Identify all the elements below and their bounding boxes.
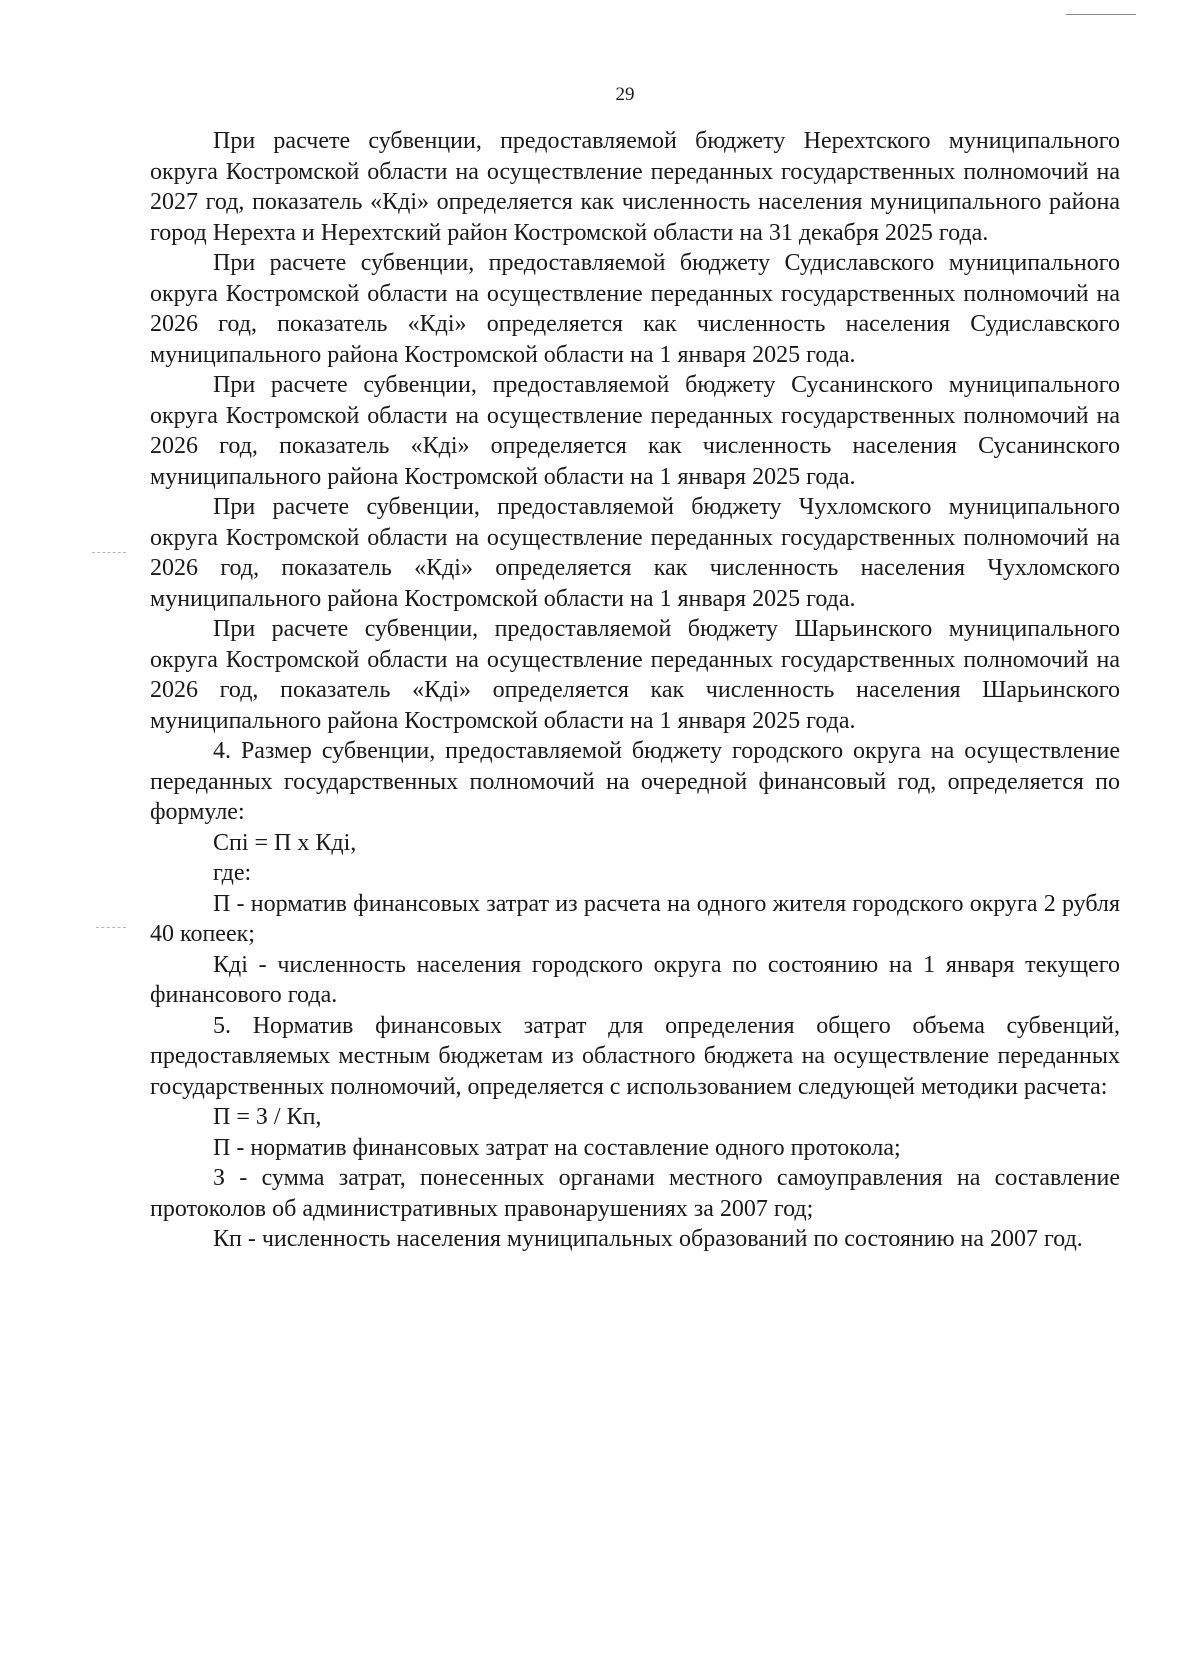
paragraph-sharya: При расчете субвенции, предоставляемой бюджету Шарьинского муниципального округа Костромской области на осуществление переданных государственных полномочий на 2026 год, показатель «Кдi» определяется как численность населения Шарьинского муниципального района Костромской области на 1 января 2025 года. (150, 616, 1120, 734)
paragraph-nerekhta: При расчете субвенции, предоставляемой бюджету Нерехтского муниципального округа Костромской области на осуществление переданных государственных полномочий на 2027 год, показатель «Кдi» определяется как численность населения муниципального района город Нерехта и Нерехтский район Костромской области на 31 декабря 2025 года. (150, 128, 1120, 246)
paragraph-chukhloma: При расчете субвенции, предоставляемой бюджету Чухломского муниципального округа Костромской области на осуществление переданных государственных полномочий на 2026 год, показатель «Кдi» определяется как численность населения Чухломского муниципального района Костромской области на 1 января 2025 года. (150, 494, 1120, 612)
formula-where: где: (213, 860, 252, 886)
document-body (150, 126, 1120, 1255)
page-number: 29 (615, 84, 635, 105)
formula-norm: П = З / Кп, (213, 1104, 322, 1130)
definition-z: З - сумма затрат, понесенных органами местного самоуправления на составление протоколов об административных правонарушениях за 2007 год; (150, 1165, 1120, 1222)
formula-subvention: Спi = П х Кдi, (213, 829, 357, 856)
scan-top-rule (1066, 14, 1136, 15)
paragraph-item-5: 5. Норматив финансовых затрат для определения общего объема субвенций, предоставляемых местным бюджетам из областного бюджета на осуществление переданных государственных полномочий, определяется с использованием следующей методики расчета: (150, 1012, 1120, 1100)
paragraph-item-4: 4. Размер субвенции, предоставляемой бюджету городского округа на осуществление переданных государственных полномочий на очередной финансовый год, определяется по формуле: (150, 738, 1120, 825)
paragraph-sudislavl: При расчете субвенции, предоставляемой бюджету Судиславского муниципального округа Костромской области на осуществление переданных государственных полномочий на 2026 год, показатель «Кдi» определяется как численность населения Судиславского муниципального района Костромской области на 1 января 2025 года. (150, 250, 1120, 368)
paragraph-susanino: При расчете субвенции, предоставляемой бюджету Сусанинского муниципального округа Костромской области на осуществление переданных государственных полномочий на 2026 год, показатель «Кдi» определяется как численность населения Сусанинского муниципального района Костромской области на 1 января 2025 года. (150, 372, 1120, 490)
definition-kp: Кп - численность населения муниципальных образований по состоянию на 2007 год. (213, 1226, 1083, 1252)
scan-artifact-mark (92, 552, 126, 553)
scan-artifact-mark (96, 927, 126, 928)
definition-p-per-protocol: П - норматив финансовых затрат на составление одного протокола; (213, 1134, 901, 1161)
definition-p-per-resident: П - норматив финансовых затрат из расчета на одного жителя городского округа 2 рубля 40 копеек; (150, 890, 1120, 947)
definition-kdi: Кдi - численность населения городского округа по состоянию на 1 января текущего финансового года. (150, 951, 1120, 1008)
